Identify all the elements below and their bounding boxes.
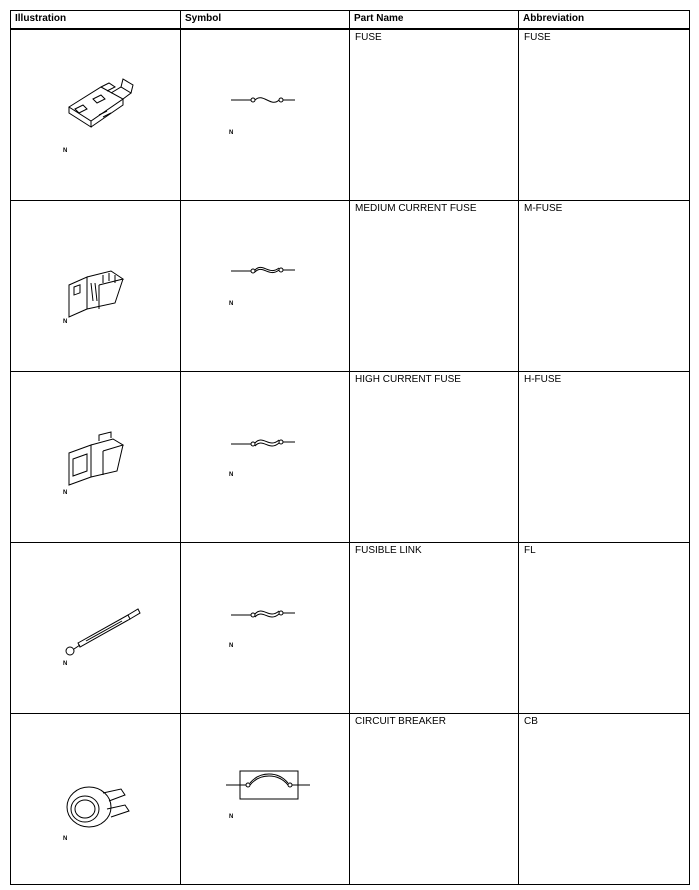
- part-name: MEDIUM CURRENT FUSE: [355, 202, 477, 214]
- symbol-code: N: [229, 642, 234, 649]
- table-row-fusible-link: [11, 542, 690, 713]
- table-row-circuit-breaker: [11, 713, 690, 884]
- header-row: [11, 11, 690, 29]
- part-name: FUSIBLE LINK: [355, 544, 422, 556]
- fuse-symbol-icon: [231, 90, 311, 110]
- header-part-name: Part Name: [350, 11, 519, 29]
- illustration-code: N: [63, 660, 68, 667]
- circuit-breaker-symbol-icon: [226, 767, 316, 807]
- abbreviation: M-FUSE: [524, 202, 563, 214]
- table-row-high-current-fuse: [11, 371, 690, 542]
- medium-current-fuse-symbol-icon: [231, 261, 311, 281]
- symbol-code: N: [229, 129, 234, 136]
- high-current-fuse-icon: [63, 427, 133, 497]
- abbreviation: H-FUSE: [524, 373, 562, 385]
- abbreviation: FL: [524, 544, 536, 556]
- illustration-code: N: [63, 489, 68, 496]
- abbreviation: FUSE: [524, 31, 551, 43]
- circuit-breaker-icon: [61, 769, 141, 839]
- header-illustration: Illustration: [11, 11, 181, 29]
- illustration-code: N: [63, 147, 68, 154]
- illustration-code: N: [63, 318, 68, 325]
- header-abbreviation: Abbreviation: [519, 11, 690, 29]
- header-symbol: Symbol: [181, 11, 350, 29]
- parts-table: [10, 10, 690, 885]
- part-name: FUSE: [355, 31, 382, 43]
- high-current-fuse-symbol-icon: [231, 434, 311, 454]
- table-row-fuse: [11, 29, 690, 201]
- illustration-code: N: [63, 835, 68, 842]
- symbol-code: N: [229, 471, 234, 478]
- fusible-link-symbol-icon: [231, 605, 311, 625]
- part-name: HIGH CURRENT FUSE: [355, 373, 461, 385]
- abbreviation: CB: [524, 715, 538, 727]
- blade-fuse-icon: [61, 75, 141, 135]
- medium-current-fuse-icon: [63, 261, 133, 331]
- symbol-code: N: [229, 300, 234, 307]
- part-name: CIRCUIT BREAKER: [355, 715, 446, 727]
- symbol-code: N: [229, 813, 234, 820]
- fusible-link-icon: [56, 605, 146, 665]
- table-row-medium-current-fuse: [11, 200, 690, 371]
